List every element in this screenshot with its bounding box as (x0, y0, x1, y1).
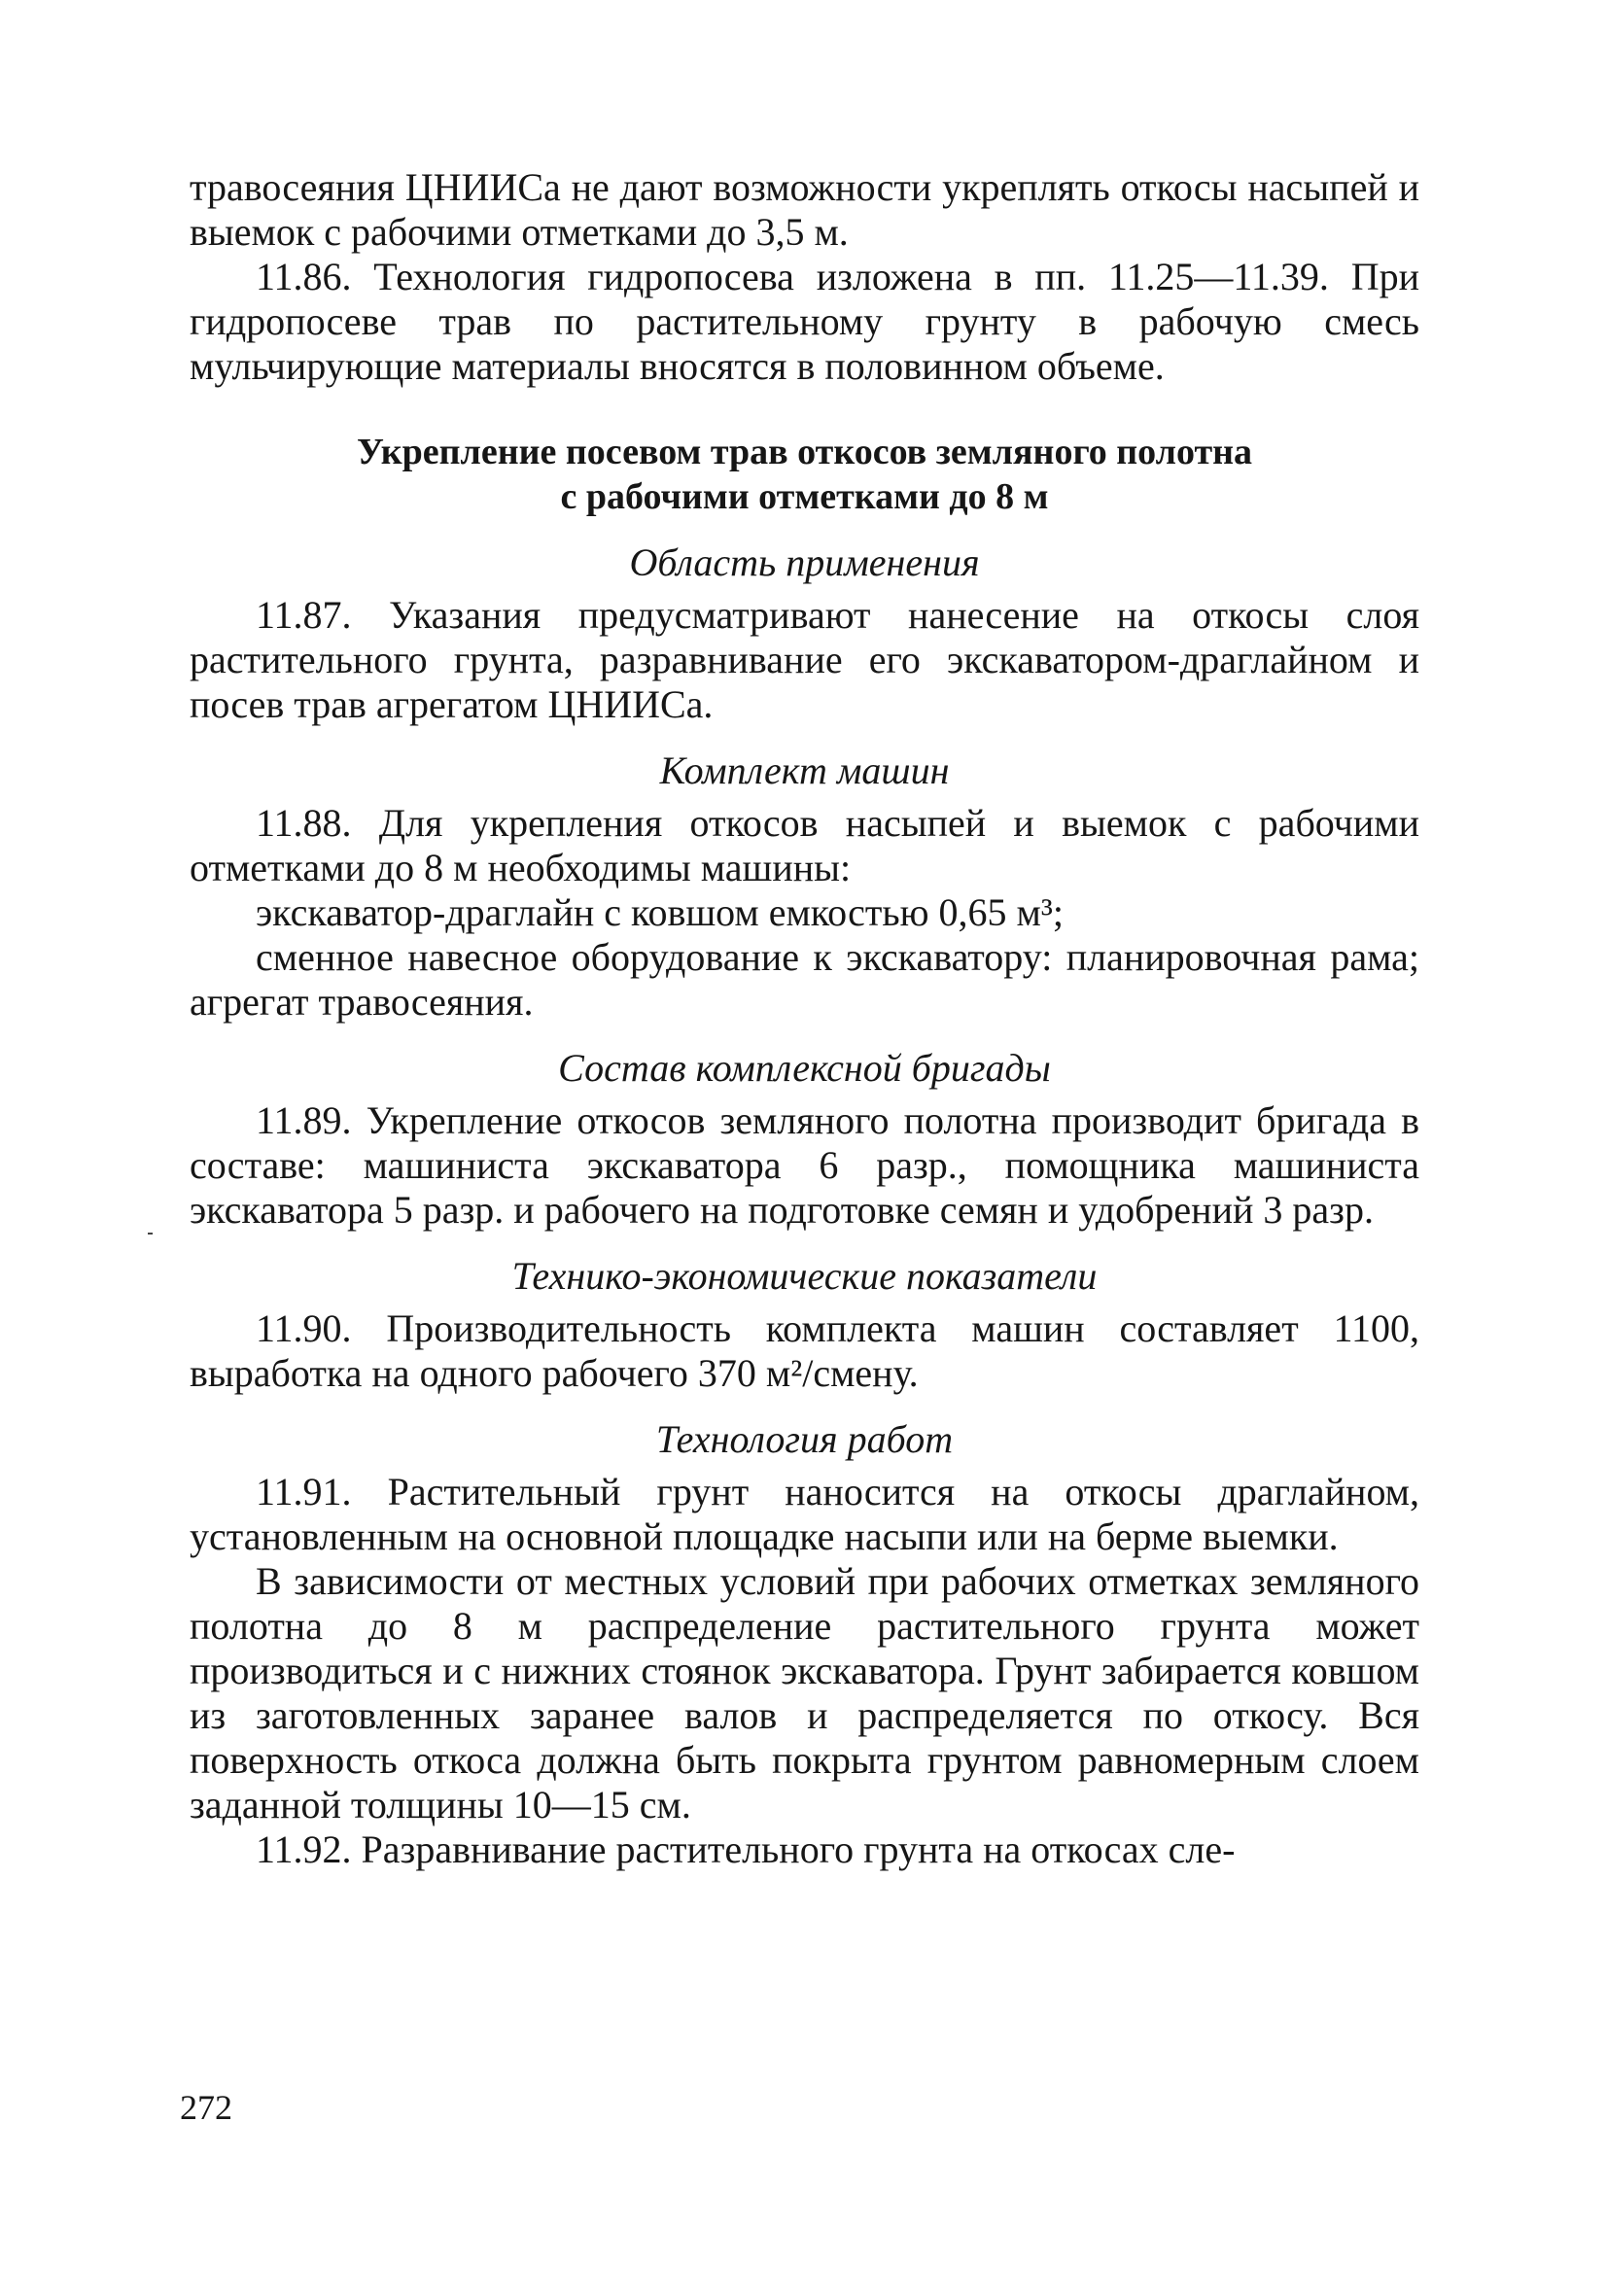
paragraph-distribution: В зависимости от местных условий при рабочих отметках земляного полотна до 8 м распределение растительного грунта может производиться и с нижних стоянок экскаватора. Грунт забирается ковшом из заготовленных заранее валов и распределяется по откосу. Вся поверхность откоса должна быть покрыта грунтом равномерным слоем заданной толщины 10—15 см. (190, 1559, 1419, 1826)
subheading-technology: Технология работ (655, 1417, 954, 1461)
section-heading-line1: Укрепление посевом трав откосов земляного полотна (356, 432, 1253, 472)
page-content (190, 165, 1419, 1872)
paragraph-continuation: травосеяния ЦНИИСа не дают возможности укреплять откосы насыпей и выемок с рабочими отметками до 3,5 м. (190, 165, 1419, 254)
paragraph-11-87: 11.87. Указания предусматривают нанесение на откосы слоя растительного грунта, разравнивание его экскаватором-драглайном и посев трав агрегатом ЦНИИСа. (190, 593, 1419, 726)
paragraph-11-88: 11.88. Для укрепления откосов насыпей и выемок с рабочими отметками до 8 м необходимы машины: (190, 801, 1419, 889)
subheading-scope: Область применения (629, 540, 980, 584)
section-heading-line2: с рабочими отметками до 8 м (560, 476, 1049, 517)
subheading-brigade: Состав комплексной бригады (558, 1046, 1051, 1090)
paragraph-11-90: 11.90. Производительность комплекта машин составляет 1100, выработка на одного рабочего 370 м²/смену. (190, 1306, 1419, 1395)
list-item-excavator: экскаватор-драглайн с ковшом емкостью 0,65 м³; (256, 890, 1064, 934)
paragraph-11-91: 11.91. Растительный грунт наносится на откосы драглайном, установленным на основной площадке насыпи или на берме выемки. (190, 1470, 1419, 1558)
margin-mark (148, 1233, 153, 1235)
paragraph-11-92: 11.92. Разравнивание растительного грунта на откосах сле- (256, 1827, 1236, 1871)
list-item-equipment: сменное навесное оборудование к экскаватору: планировочная рама; агрегат травосеяния. (190, 935, 1419, 1024)
subheading-machines: Комплект машин (659, 748, 950, 792)
paragraph-11-89: 11.89. Укрепление откосов земляного полотна производит бригада в составе: машиниста экскаватора 6 разр., помощника машиниста экскаватора 5 разр. и рабочего на подготовке семян и удобрений 3 разр. (190, 1098, 1419, 1232)
subheading-indicators: Технико-экономические показатели (511, 1254, 1098, 1298)
page-number: 272 (180, 2088, 232, 2127)
paragraph-11-86: 11.86. Технология гидропосева изложена в пп. 11.25—11.39. При гидропосеве трав по растительному грунту в рабочую смесь мульчирующие материалы вносятся в половинном объеме. (190, 255, 1419, 388)
